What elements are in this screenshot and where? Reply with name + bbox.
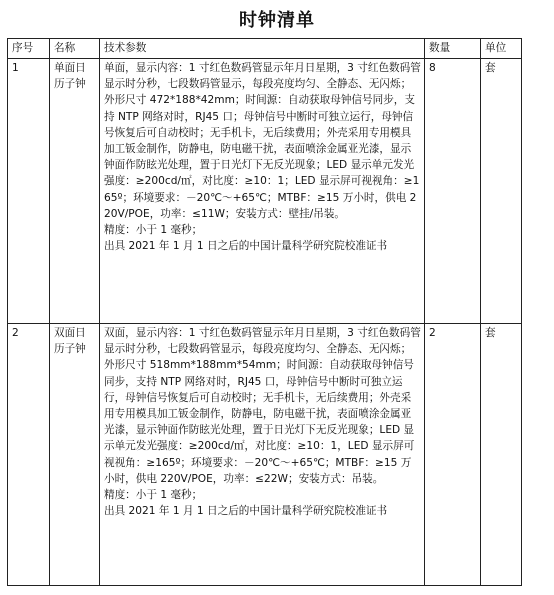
- table-header-row: [8, 39, 522, 59]
- row-spec: [100, 59, 425, 324]
- table-row: [8, 59, 522, 324]
- header-name: 名称: [50, 39, 100, 59]
- row-qty: 2: [425, 324, 481, 586]
- certificate-text: 出具 2021 年 1 月 1 日之后的中国计量科学研究院校准证书: [104, 240, 388, 253]
- header-no: 序号: [8, 39, 50, 59]
- certificate-text: 出具 2021 年 1 月 1 日之后的中国计量科学研究院校准证书: [104, 505, 388, 518]
- clock-list-table: [7, 38, 522, 586]
- row-unit: 套: [481, 59, 522, 324]
- row-spec: [100, 324, 425, 586]
- row-no: 1: [8, 59, 50, 324]
- spec-text: 单面，显示内容：1 寸红色数码管显示年月日星期，3 寸红色数码管显示时分秒，七段数码管显示，每段亮度均匀、全静态、无闪烁；外形尺寸 472*188*42mm；时间源：自动获取母钟信号同步，支持 NTP 网络对时，RJ45 口；母钟信号中断时可独立运行，母钟信号恢复后可自动校时；无手机卡，无后续费用；外壳采用专用模具加工钣金制作，防静电，防电磁干扰，表面喷涂金属亚光漆，显示钟面作防眩光处理，置于日光灯下无反光现象；LED 显示单元发光强度：≥200cd/㎡，对比度：≥10：1；LED 显示屏可视视角：≥165º；环境要求：－20℃～+65℃；MTBF：≥15 万小时，供电 220V/POE，功率：≤11W；安装方式：壁挂/吊装。: [104, 62, 421, 220]
- precision-text: 精度：小于 1 毫秒；: [104, 224, 203, 237]
- header-spec: 技术参数: [100, 39, 425, 59]
- table-row: [8, 324, 522, 586]
- header-unit: 单位: [481, 39, 522, 59]
- spec-text: 双面，显示内容：1 寸红色数码管显示年月日星期，3 寸红色数码管显示时分秒，七段数码管显示，每段亮度均匀、全静态、无闪烁；外形尺寸 518mm*188mm*54mm；时间源：自动获取母钟信号同步，支持 NTP 网络对时，RJ45 口，母钟信号中断时可独立运行，母钟信号恢复后可自动校时；无手机卡，无后续费用；外壳采用专用模具加工钣金制作，防静电，防电磁干扰，表面喷涂金属亚光漆，显示钟面作防眩光处理，置于日光灯下无反光现象；LED 显示单元发光强度：≥200cd/㎡，对比度：≥10：1，LED 显示屏可视视角：≥165º；环境要求：－20℃～+65℃；MTBF：≥15 万小时，供电 220V/POE，功率：≤22W；安装方式：吊装。: [104, 327, 421, 485]
- header-qty: 数量: [425, 39, 481, 59]
- row-qty: 8: [425, 59, 481, 324]
- row-name: 双面日历子钟: [50, 324, 100, 586]
- page-title: 时钟清单: [239, 10, 315, 31]
- row-no: 2: [8, 324, 50, 586]
- row-name: 单面日历子钟: [50, 59, 100, 324]
- row-unit: 套: [481, 324, 522, 586]
- precision-text: 精度：小于 1 毫秒；: [104, 489, 203, 502]
